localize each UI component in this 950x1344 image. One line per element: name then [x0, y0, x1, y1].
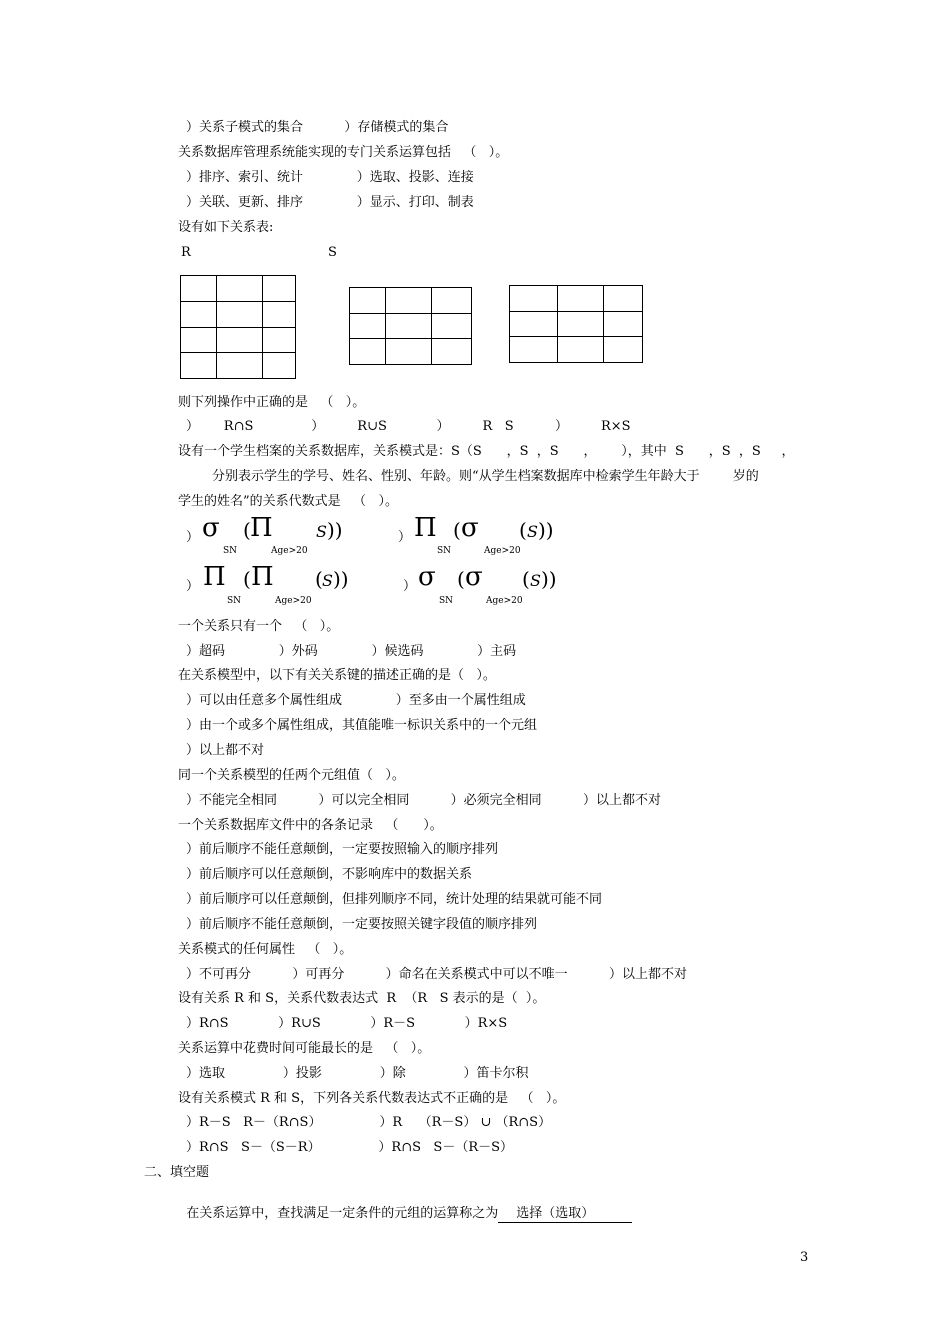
option-bracket: ）: [398, 530, 412, 545]
sigma-symbol: σ: [418, 562, 436, 592]
relation-table-result: [509, 285, 643, 363]
question-text: 则下列操作中正确的是 （ ）。: [178, 395, 366, 410]
option-line: ）以上都不对: [186, 743, 265, 758]
close-paren: )): [538, 518, 554, 542]
relation-label-s: S: [328, 245, 337, 260]
option-line: ）排序、索引、统计 ）选取、投影、连接: [186, 170, 474, 185]
question-text: 设有如下关系表:: [178, 220, 274, 235]
relation-label-r: R: [181, 245, 191, 260]
subscript-sn: SN: [223, 546, 238, 556]
subscript-age: Age>20: [486, 596, 523, 606]
subscript-age: Age>20: [271, 546, 308, 556]
question-text: 同一个关系模型的任两个元组值（ ）。: [178, 768, 405, 783]
option-line: ）R－S R－（R∩S） ）R （R－S） ∪ （R∩S）: [186, 1115, 552, 1130]
option-bracket: ）: [186, 579, 200, 594]
page-number: 3: [800, 1250, 809, 1265]
sigma-symbol: σ: [202, 513, 220, 543]
option-line: ）前后顺序可以任意颠倒，不影响库中的数据关系: [186, 867, 473, 882]
relation-s: S: [530, 571, 541, 590]
close-paren: )): [541, 567, 557, 591]
fill-in-answer: 选择（选取）: [498, 1206, 632, 1223]
section-heading: 二、填空题: [144, 1165, 210, 1180]
close-paren: )): [327, 518, 343, 542]
relation-s: S: [527, 522, 538, 541]
relation-table-s: [349, 287, 472, 365]
option-line: ）关系子模式的集合 ）存储模式的集合: [186, 120, 449, 135]
option-line: ） R∩S ） R∪S ） R S ） R×S: [186, 419, 631, 434]
relation-s: S: [316, 522, 327, 541]
subscript-sn: SN: [227, 596, 242, 606]
option-line: ）前后顺序不能任意颠倒，一定要按照输入的顺序排列: [186, 842, 499, 857]
relation-s: S: [322, 571, 333, 590]
pi-symbol: Π: [250, 513, 273, 543]
question-text: 一个关系数据库文件中的各条记录 （ ）。: [178, 818, 443, 833]
open-paren: (: [453, 518, 461, 542]
fill-in-prompt: 在关系运算中，查找满足一定条件的元组的运算称之为: [186, 1206, 499, 1221]
fill-in-question: [178, 1190, 632, 1223]
s-paren: (: [519, 518, 527, 542]
option-line: ）选取 ）投影 ）除 ）笛卡尔积: [186, 1066, 529, 1081]
subscript-sn: SN: [437, 546, 452, 556]
sigma-symbol: σ: [461, 513, 479, 543]
relation-table-r: [180, 275, 296, 379]
sigma-symbol: σ: [465, 562, 483, 592]
question-text: 一个关系只有一个 （ ）。: [178, 619, 340, 634]
option-bracket: ）: [403, 579, 417, 594]
option-line: ）不可再分 ）可再分 ）命名在关系模式中可以不唯一 ）以上都不对: [186, 967, 687, 982]
option-line: ）可以由任意多个属性组成 ）至多由一个属性组成: [186, 693, 526, 708]
pi-symbol: Π: [414, 513, 437, 543]
question-text: 关系模式的任何属性 （ ）。: [178, 942, 353, 957]
option-line: ）超码 ）外码 ）候选码 ）主码: [186, 644, 517, 659]
question-text: 在关系模型中，以下有关关系键的描述正确的是（ ）。: [178, 668, 496, 683]
option-line: ）由一个或多个属性组成，其值能唯一标识关系中的一个元组: [186, 718, 538, 733]
open-paren: (: [243, 567, 251, 591]
question-text: 设有关系模式 R 和 S，下列各关系代数表达式不正确的是 （ ）。: [178, 1091, 566, 1106]
subscript-age: Age>20: [275, 596, 312, 606]
option-bracket: ）: [186, 530, 200, 545]
option-line: ）不能完全相同 ）可以完全相同 ）必须完全相同 ）以上都不对: [186, 793, 661, 808]
option-line: ）前后顺序可以任意颠倒，但排列顺序不同，统计处理的结果就可能不同: [186, 892, 603, 907]
pi-symbol: Π: [203, 562, 226, 592]
subscript-age: Age>20: [484, 546, 521, 556]
open-paren: (: [457, 567, 465, 591]
question-text: 关系运算中花费时间可能最长的是 （ ）。: [178, 1041, 431, 1056]
question-text: 设有一个学生档案的关系数据库，关系模式是：S（S ，S ，S ， ），其中 S ，S ，S ，: [178, 444, 795, 459]
pi-symbol: Π: [251, 562, 274, 592]
question-text: 关系数据库管理系统能实现的专门关系运算包括 （ ）。: [178, 145, 509, 160]
s-paren: (: [315, 567, 323, 591]
open-paren: (: [243, 518, 251, 542]
subscript-sn: SN: [439, 596, 454, 606]
question-text: 学生的姓名”的关系代数式是 （ ）。: [178, 494, 398, 509]
option-line: ）关联、更新、排序 ）显示、打印、制表: [186, 195, 474, 210]
question-text: 分别表示学生的学号、姓名、性别、年龄。则“从学生档案数据库中检索学生年龄大于 岁的: [212, 469, 759, 484]
option-line: ）R∩S ）R∪S ）R－S ）R×S: [186, 1016, 508, 1031]
option-line: ）前后顺序不能任意颠倒，一定要按照关键字段值的顺序排列: [186, 917, 538, 932]
s-paren: (: [522, 567, 530, 591]
close-paren: )): [333, 567, 349, 591]
option-line: ）R∩S S－（S－R） ）R∩S S－（R－S）: [186, 1140, 514, 1155]
question-text: 设有关系 R 和 S，关系代数表达式 R （R S 表示的是（ ）。: [178, 991, 546, 1006]
